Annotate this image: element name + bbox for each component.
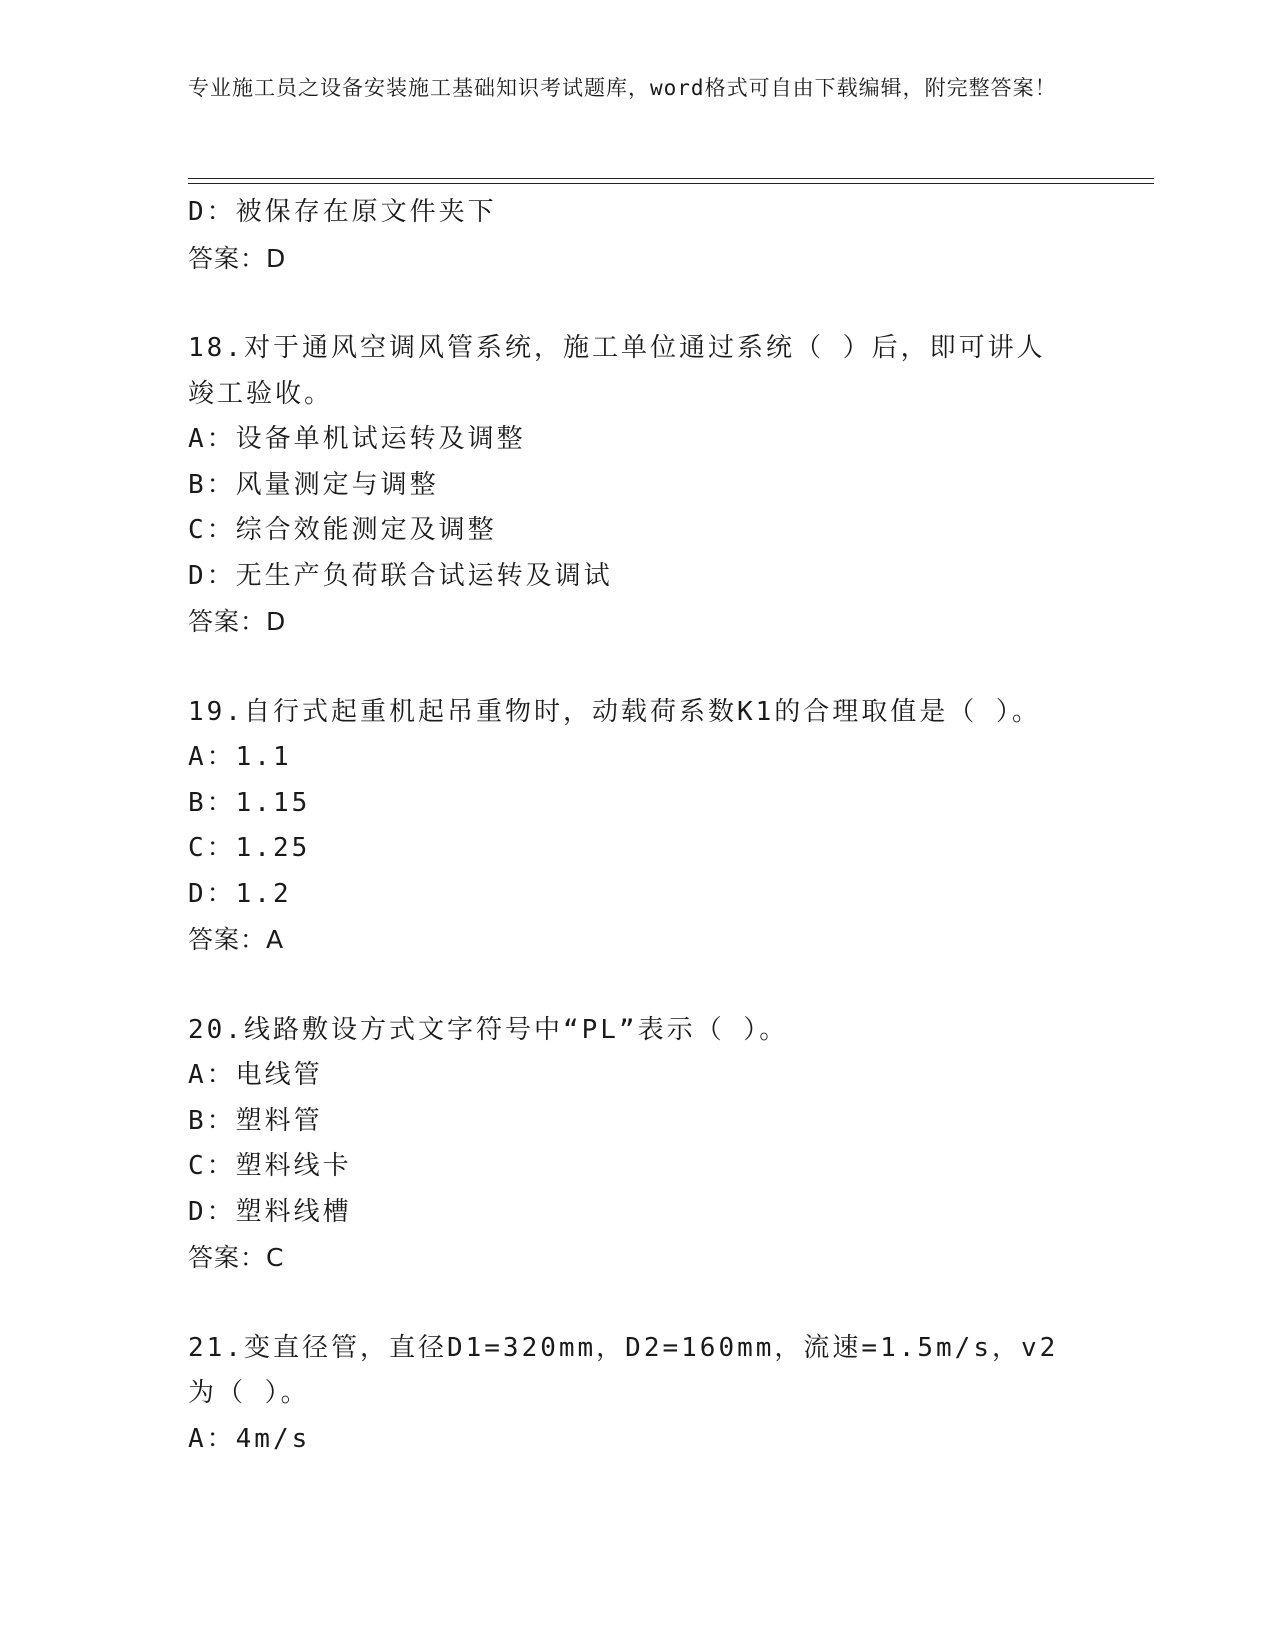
option-c: C：综合效能测定及调整 xyxy=(188,515,497,545)
question-text: 18.对于通风空调风管系统，施工单位通过系统（ ）后，即可讲人竣工验收。 xyxy=(188,333,1046,409)
option-d: D：被保存在原文件夹下 xyxy=(188,197,497,227)
document-header xyxy=(188,72,1068,104)
header-divider-top xyxy=(188,178,1154,179)
option-d: D：1.2 xyxy=(188,878,292,909)
previous-question-fragment xyxy=(188,190,1088,281)
option-c: C：塑料线卡 xyxy=(188,1151,352,1181)
option-b: B：风量测定与调整 xyxy=(188,469,439,500)
question-20 xyxy=(188,1008,1088,1281)
option-a: A：4m/s xyxy=(188,1423,311,1454)
question-text: 20.线路敷设方式文字符号中“PL”表示（ ）。 xyxy=(188,1014,789,1045)
option-d: D：无生产负荷联合试运转及调试 xyxy=(188,560,613,591)
question-18 xyxy=(188,326,1088,645)
option-d: D：塑料线槽 xyxy=(188,1196,352,1227)
question-19 xyxy=(188,690,1088,963)
option-a: A：1.1 xyxy=(188,742,292,772)
question-text: 21.变直径管，直径D1=320mm，D2=160mm，流速=1.5m/s，v2为（ ）。 xyxy=(188,1332,1059,1408)
answer: 答案：D xyxy=(188,243,287,273)
header-divider-bottom xyxy=(188,183,1154,184)
answer: 答案：C xyxy=(188,1243,285,1272)
question-text: 19.自行式起重机起吊重物时，动载荷系数K1的合理取值是（ ）。 xyxy=(188,696,1041,727)
answer: 答案：D xyxy=(188,607,287,636)
option-a: A：设备单机试运转及调整 xyxy=(188,424,526,454)
question-21 xyxy=(188,1326,1088,1463)
option-a: A：电线管 xyxy=(188,1060,323,1090)
option-c: C：1.25 xyxy=(188,833,311,863)
header-text: 专业施工员之设备安装施工基础知识考试题库，word格式可自由下载编辑，附完整答案！ xyxy=(188,76,1057,100)
option-b: B：1.15 xyxy=(188,787,311,818)
option-b: B：塑料管 xyxy=(188,1105,323,1136)
answer: 答案：A xyxy=(188,925,285,954)
document-body xyxy=(188,190,1088,1462)
